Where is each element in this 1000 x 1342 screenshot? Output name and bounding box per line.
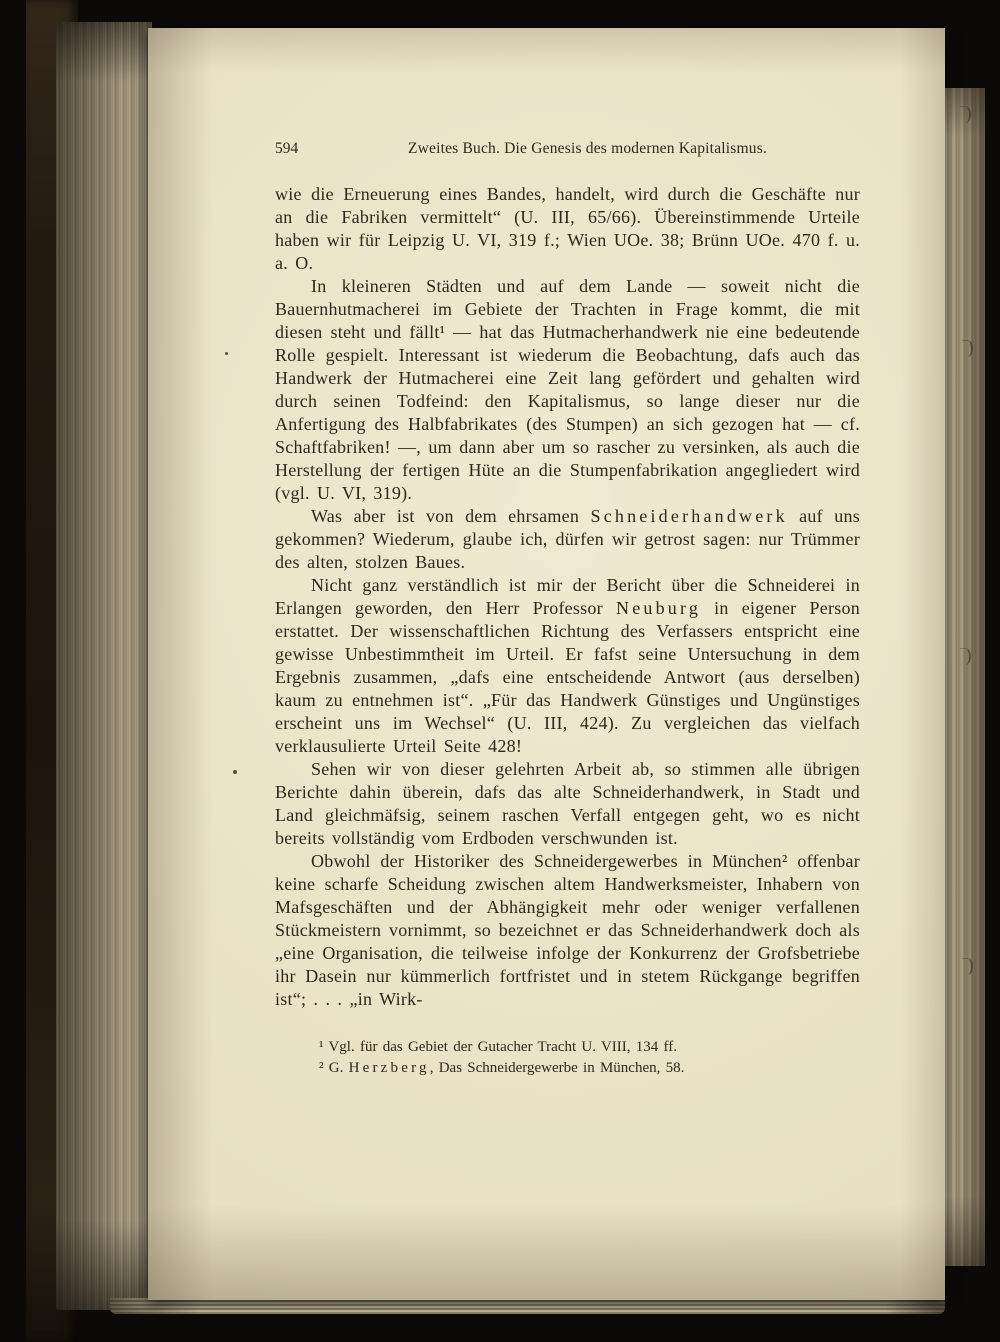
paragraph: [275, 574, 860, 758]
page-curl-mark: [962, 340, 973, 357]
footnote: [275, 1037, 860, 1058]
text-run: ¹ Vgl. für das Gebiet der Gutacher Tracht U. VIII, 134 ff.: [319, 1039, 678, 1055]
paragraph: [275, 758, 860, 850]
scan-speck: [233, 770, 237, 774]
text-run: ² G.: [319, 1060, 349, 1076]
body-text: [275, 183, 860, 1011]
page-curl-mark: [962, 958, 973, 975]
paragraph: [275, 505, 860, 574]
letterspaced-text: Schneiderhandwerk: [590, 506, 788, 526]
letterspaced-text: Neuburg: [616, 598, 702, 618]
text-run: in eigener Person erstattet. Der wissenschaftlichen Richtung des Verfassers entspricht eine gewisse Unbestimmtheit im Urteil. Er fafst seine Untersuchung in dem Ergebnis zusammen, „dafs eine entscheidende Antwort (aus derselben) kaum zu entnehmen ist“. „Für das Handwerk Günstiges und Ungünstiges erscheint uns im Wechsel“ (U. III, 424). Zu vergleichen das vielfach verklausulierte Urteil Seite 428!: [275, 598, 860, 756]
text-block: [275, 183, 860, 1079]
book-page: [148, 28, 945, 1300]
text-run: wie die Erneuerung eines Bandes, handelt, wird durch die Geschäfte nur an die Fabriken vermittelt“ (U. III, 65/66). Übereinstimmende Urteile haben wir für Leipzig U. VI, 319 f.; Wien UOe. 38; Brünn UOe. 470 f. u. a. O.: [275, 184, 860, 273]
paragraph: [275, 850, 860, 1011]
running-title: Zweites Buch. Die Genesis des modernen Kapitalismus.: [407, 140, 768, 157]
footnotes: [275, 1037, 860, 1079]
page-curl-mark: [960, 106, 971, 123]
text-run: In kleineren Städten und auf dem Lande — soweit nicht die Bauernhutmacherei im Gebiete der Trachten in Frage kommt, die mit diesen steht und fällt¹ — hat das Hutmacherhandwerk nie eine bedeutende Rolle gespielt. Interessant ist wiederum die Beobachtung, dafs auch das Handwerk der Hutmacherei eine Zeit lang gefördert und gehalten wird durch seinen Todfeind: den Kapitalismus, so lange dieser nur die Anfertigung des Halbfabrikates (des Stumpen) an sich gezogen hat — cf. Schaftfabriken! —, um dann aber um so rascher zu versinken, als auch die Herstellung der fertigen Hüte an die Stumpenfabrikation angegliedert wird (vgl. U. VI, 319).: [275, 276, 860, 503]
text-run: Nicht ganz verständlich ist mir der Bericht über die Schneiderei in Erlangen geworden, den Herr Professor: [275, 575, 860, 618]
text-run: auf uns gekommen? Wiederum, glaube ich, dürfen wir getrost sagen: nur Trümmer des alten, stolzen Baues.: [275, 506, 860, 572]
page-curl-mark: [960, 648, 971, 665]
page-header: [275, 140, 860, 162]
page-number: 594: [275, 140, 299, 157]
text-run: Obwohl der Historiker des Schneidergewerbes in München² offenbar keine scharfe Scheidung zwischen altem Handwerksmeister, Inhabern von Mafsgeschäften und der Abhängigkeit mehr oder weniger verfallenen Stückmeistern vornimmt, so bezeichnet er das Schneiderhandwerk doch als „eine Organisation, die teilweise infolge der Konkurrenz der Grofsbetriebe ihr Dasein nur kümmerlich fortfristet und in stetem Rückgange begriffen ist“; . . . „in Wirk-: [275, 851, 860, 1009]
text-run: Was aber ist von dem ehrsamen: [311, 506, 591, 526]
letterspaced-text: Herzberg: [348, 1060, 430, 1076]
page-stack-right: [945, 88, 985, 1266]
page-stack-bottom: [110, 1298, 945, 1314]
page-stack-left: [56, 22, 152, 1310]
text-run: , Das Schneidergewerbe in München, 58.: [429, 1060, 685, 1076]
paragraph: [275, 183, 860, 275]
paragraph: [275, 275, 860, 505]
text-run: Sehen wir von dieser gelehrten Arbeit ab, so stimmen alle übrigen Berichte dahin überein, dafs das alte Schneiderhandwerk, in Stadt und Land gleichmäfsig, seinem raschen Verfall entgegen geht, wo es nicht bereits vollständig vom Erdboden verschwunden ist.: [275, 759, 860, 848]
scan-speck: [225, 352, 228, 355]
footnote: [275, 1058, 860, 1079]
